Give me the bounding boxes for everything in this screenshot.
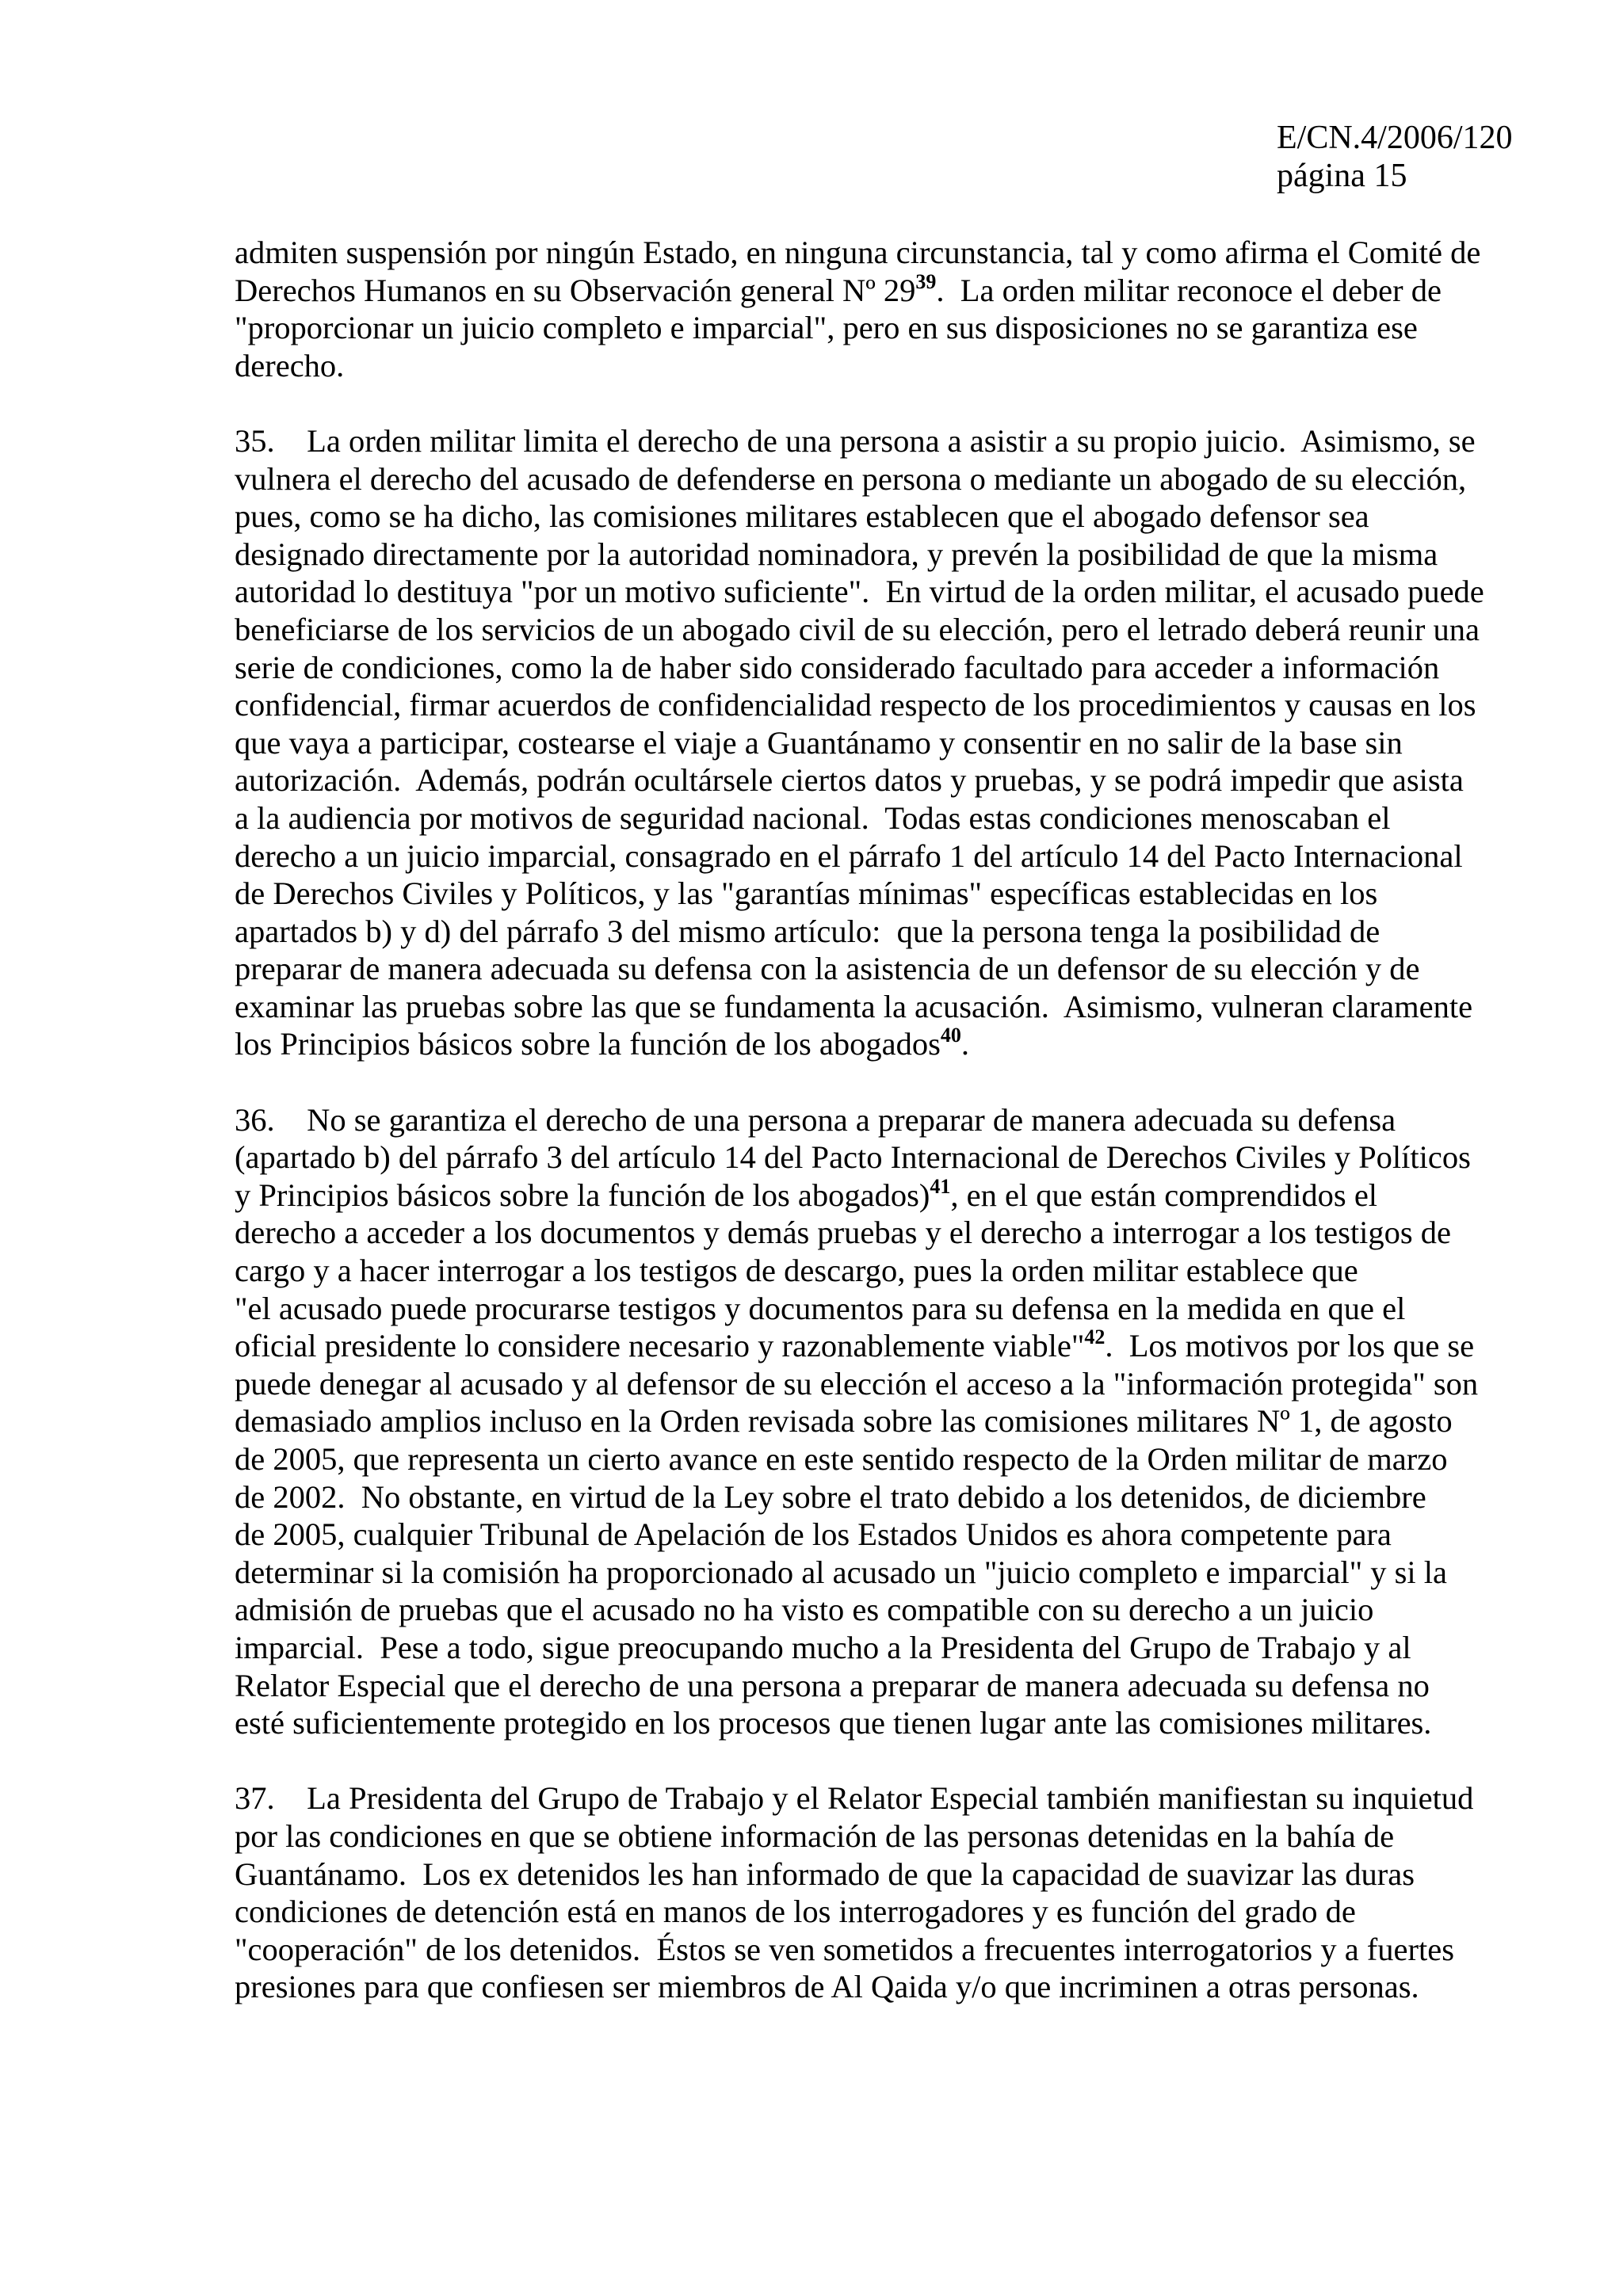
text-line: 37. La Presidenta del Grupo de Trabajo y el Relator Especial también manifiestan su inquietud: [235, 1780, 1474, 1817]
text-line: preparar de manera adecuada su defensa con la asistencia de un defensor de su elección y de: [235, 951, 1420, 987]
text-line: admiten suspensión por ningún Estado, en ninguna circunstancia, tal y como afirma el Comité de: [235, 235, 1481, 270]
text-line: designado directamente por la autoridad nominadora, y prevén la posibilidad de que la misma: [235, 536, 1438, 572]
text-line: derecho.: [235, 347, 345, 383]
text-line: apartados b) y d) del párrafo 3 del mismo artículo: que la persona tenga la posibilidad de: [235, 913, 1381, 949]
text-line: 35. La orden militar limita el derecho de una persona a asistir a su propio juicio. Asimismo, se: [235, 422, 1476, 459]
text-line: y Principios básicos sobre la función de los abogados)$^{41}$, en el que están comprendidos el: [235, 1174, 1378, 1213]
text-line: de Derechos Civiles y Políticos, y las "garantías mínimas" específicas establecidas en los: [235, 875, 1378, 912]
page-header: [1277, 119, 1562, 195]
text-line: autoridad lo destituya "por un motivo suficiente". En virtud de la orden militar, el acusado puede: [235, 574, 1484, 610]
page-number: página 15: [1277, 158, 1407, 194]
text-line: de 2005, que representa un cierto avance en este sentido respecto de la Orden militar de marzo: [235, 1441, 1448, 1477]
text-line: confidencial, firmar acuerdos de confidencialidad respecto de los procedimientos y causas en los: [235, 687, 1476, 723]
paragraph-p36: [235, 1101, 1506, 1742]
paragraph-p37: [235, 1779, 1506, 2006]
text-line: cargo y a hacer interrogar a los testigos de descargo, pues la orden militar establece que: [235, 1253, 1358, 1289]
text-line: los Principios básicos sobre la función de los abogados$^{40}$.: [235, 1024, 969, 1062]
footnote-marker[interactable]: 40: [940, 1024, 961, 1047]
paragraph-cont: [235, 234, 1506, 384]
text-line: "cooperación" de los detenidos. Éstos se ven sometidos a frecuentes interrogatorios y a fuertes: [235, 1931, 1454, 1967]
text-line: derecho a un juicio imparcial, consagrado en el párrafo 1 del artículo 14 del Pacto Internacional: [235, 837, 1463, 874]
document-body: [235, 234, 1506, 2044]
footnote-marker[interactable]: 39: [915, 269, 937, 293]
text-line: de 2005, cualquier Tribunal de Apelación de los Estados Unidos es ahora competente para: [235, 1516, 1392, 1553]
paragraph-p35: [235, 422, 1506, 1063]
text-line: 36. No se garantiza el derecho de una persona a preparar de manera adecuada su defensa: [235, 1101, 1396, 1138]
text-line: Relator Especial que el derecho de una persona a preparar de manera adecuada su defensa no: [235, 1667, 1430, 1703]
document-symbol: E/CN.4/2006/120: [1277, 120, 1513, 156]
text-line: examinar las pruebas sobre las que se fundamenta la acusación. Asimismo, vulneran claramente: [235, 988, 1473, 1024]
text-line: determinar si la comisión ha proporcionado al acusado un "juicio completo e imparcial" y si la: [235, 1554, 1447, 1590]
text-line: vulnera el derecho del acusado de defenderse en persona o mediante un abogado de su elección,: [235, 460, 1467, 497]
text-line: pues, como se ha dicho, las comisiones militares establecen que el abogado defensor sea: [235, 498, 1369, 535]
text-line: demasiado amplios incluso en la Orden revisada sobre las comisiones militares Nº 1, de agosto: [235, 1403, 1453, 1440]
text-line: esté suficientemente protegido en los procesos que tienen lugar ante las comisiones militares.: [235, 1705, 1432, 1741]
text-line: "proporcionar un juicio completo e imparcial", pero en sus disposiciones no se garantiza ese: [235, 310, 1418, 346]
text-line: admisión de pruebas que el acusado no ha visto es compatible con su derecho a un juicio: [235, 1592, 1374, 1628]
text-line: (apartado b) del párrafo 3 del artículo 14 del Pacto Internacional de Derechos Civiles y Políticos: [235, 1139, 1471, 1176]
text-line: puede denegar al acusado y al defensor de su elección el acceso a la "información protegida" son: [235, 1365, 1479, 1402]
text-line: beneficiarse de los servicios de un abogado civil de su elección, pero el letrado deberá reunir una: [235, 611, 1480, 647]
text-line: oficial presidente lo considere necesario y razonablemente viable"$^{42}$. Los motivos por los que se: [235, 1325, 1475, 1364]
text-line: "el acusado puede procurarse testigos y documentos para su defensa en la medida en que el: [235, 1290, 1406, 1326]
text-line: autorización. Además, podrán ocultársele ciertos datos y pruebas, y se podrá impedir que asista: [235, 762, 1464, 799]
footnote-marker[interactable]: 42: [1084, 1325, 1106, 1349]
text-line: serie de condiciones, como la de haber sido considerado facultado para acceder a información: [235, 649, 1440, 685]
text-line: a la audiencia por motivos de seguridad nacional. Todas estas condiciones menoscaban el: [235, 799, 1391, 836]
text-line: presiones para que confiesen ser miembros de Al Qaida y/o que incriminen a otras personas.: [235, 1969, 1419, 2005]
text-line: de 2002. No obstante, en virtud de la Ley sobre el trato debido a los detenidos, de diciembre: [235, 1478, 1426, 1515]
text-line: Guantánamo. Los ex detenidos les han informado de que la capacidad de suavizar las duras: [235, 1855, 1415, 1892]
text-line: que vaya a participar, costearse el viaje a Guantánamo y consentir en no salir de la base sin: [235, 724, 1403, 761]
footnote-marker[interactable]: 41: [930, 1174, 951, 1198]
text-line: derecho a acceder a los documentos y demás pruebas y el derecho a interrogar a los testigos de: [235, 1215, 1452, 1251]
text-line: por las condiciones en que se obtiene información de las personas detenidas en la bahía de: [235, 1817, 1395, 1854]
text-line: condiciones de detención está en manos de los interrogadores y es función del grado de: [235, 1894, 1356, 1930]
text-line: imparcial. Pese a todo, sigue preocupando mucho a la Presidenta del Grupo de Trabajo y al: [235, 1629, 1411, 1665]
text-line: Derechos Humanos en su Observación general Nº 29$^{39}$. La orden militar reconoce el deber de: [235, 269, 1442, 308]
